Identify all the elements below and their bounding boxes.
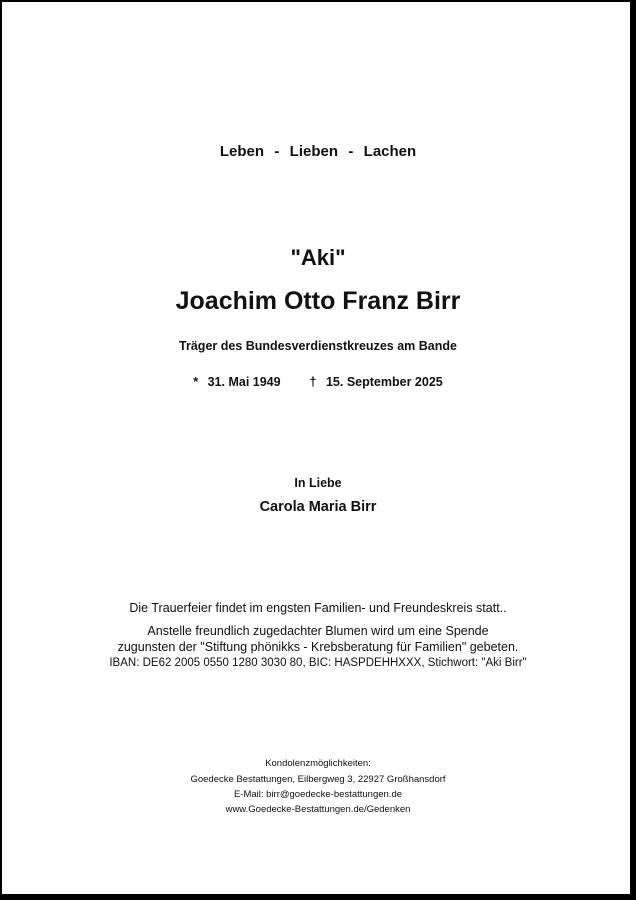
birth-star-icon: * (193, 375, 199, 389)
condolence-website[interactable]: www.Goedecke-Bestattungen.de/Gedenken (225, 804, 411, 815)
death-date: 15. September 2025 (325, 375, 443, 389)
deceased-name: Joachim Otto Franz Birr (175, 287, 461, 315)
donation-line-1: Anstelle freundlich zugedachter Blumen wird um eine Spende (147, 624, 489, 638)
family-name: Carola Maria Birr (259, 499, 377, 515)
condolence-heading: Kondolenzmöglichkeiten: (265, 758, 371, 769)
life-dates (0, 375, 636, 389)
condolence-email[interactable]: E-Mail: birr@goedecke-bestattungen.de (233, 789, 403, 800)
condolence-address: Goedecke Bestattungen, Eilbergweg 3, 22927 Großhansdorf (190, 774, 446, 785)
nickname: "Aki" (290, 245, 346, 270)
donation-line-2: zugunsten der "Stiftung phönikks - Krebsberatung für Familien" gebeten. (117, 640, 519, 654)
birth-date: 31. Mai 1949 (207, 375, 281, 389)
in-love-label: In Liebe (294, 476, 342, 490)
iban-line: IBAN: DE62 2005 0550 1280 3030 80, BIC: HASPDEHHXXX, Stichwort: "Aki Birr" (109, 657, 527, 669)
funeral-note: Die Trauerfeier findet im engsten Familien- und Freundeskreis statt.. (129, 601, 507, 615)
motto: Leben - Lieben - Lachen (219, 143, 417, 160)
honor-line: Träger des Bundesverdienstkreuzes am Bande (179, 339, 457, 353)
death-cross-icon: † (309, 375, 317, 389)
